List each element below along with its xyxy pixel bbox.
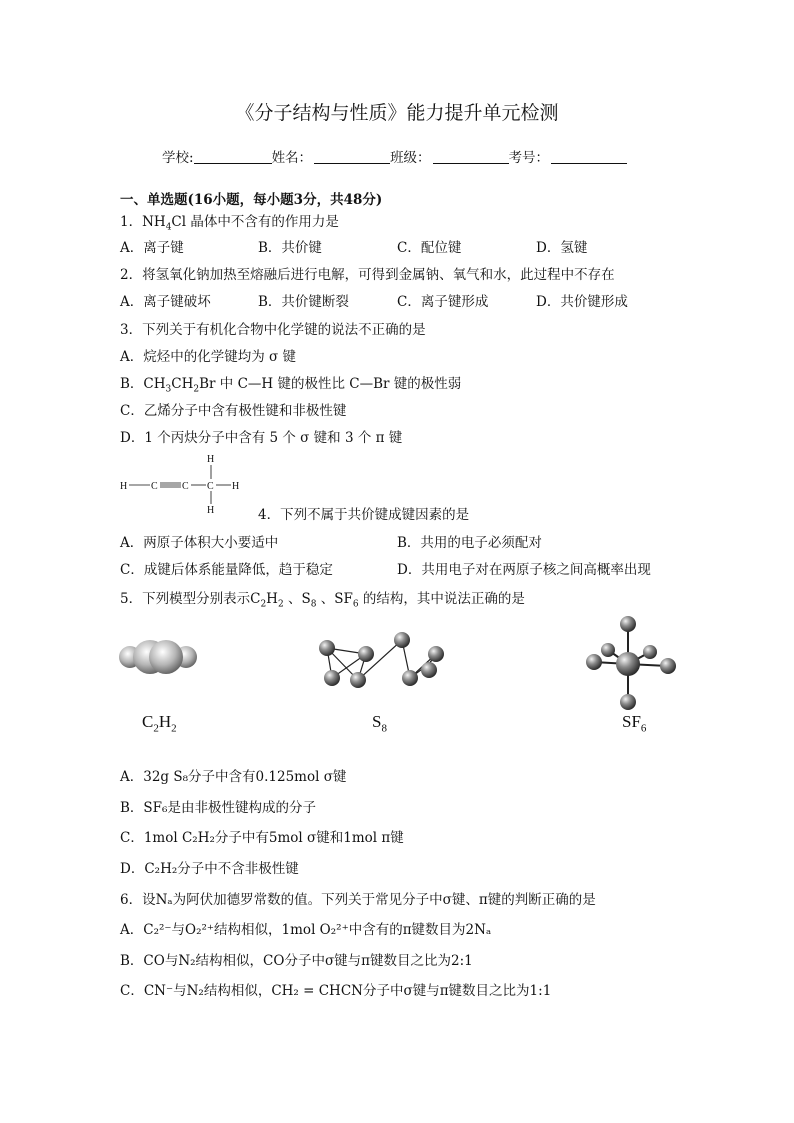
q3-option-a[interactable]: A．烷烃中的化学键均为 σ 键 bbox=[120, 349, 297, 365]
c2h2-caption: $C_2H_2$ bbox=[142, 712, 177, 735]
school-label: 学校: bbox=[162, 150, 194, 166]
question-2-stem: 2．将氢氧化钠加热至熔融后进行电解，可得到金属钠、氧气和水，此过程中不存在 bbox=[120, 267, 615, 283]
q2-option-d[interactable]: D．共价键形成 bbox=[536, 294, 628, 310]
atom-h: H bbox=[207, 454, 215, 465]
atom-h: H bbox=[232, 481, 240, 492]
s8-caption: $S_8$ bbox=[372, 712, 387, 735]
school-blank[interactable] bbox=[194, 149, 272, 164]
q3-option-b[interactable]: B．$CH_3CH_2Br$ 中 C—H 键的极性比 C—Br 键的极性弱 bbox=[120, 376, 462, 395]
q2-option-b[interactable]: B．共价键断裂 bbox=[258, 294, 349, 310]
q6-option-b[interactable]: B．CO与N₂结构相似，CO分子中σ键与π键数目之比为2:1 bbox=[120, 953, 473, 969]
q1-option-c[interactable]: C．配位键 bbox=[397, 240, 462, 256]
q3-option-c[interactable]: C．乙烯分子中含有极性键和非极性键 bbox=[120, 403, 347, 419]
name-label: 姓名： bbox=[271, 150, 313, 166]
q5-option-d[interactable]: D．C₂H₂分子中不含非极性键 bbox=[120, 861, 299, 877]
atom-c: C bbox=[207, 481, 214, 492]
sf6-model-image bbox=[580, 610, 680, 710]
q5-option-a[interactable]: A．32g S₈分子中含有0.125mol σ键 bbox=[120, 769, 347, 785]
student-info-row bbox=[162, 146, 627, 166]
q4-option-d[interactable]: D．共用电子对在两原子核之间高概率出现 bbox=[397, 562, 651, 578]
question-4-stem: 4．下列不属于共价键成键因素的是 bbox=[258, 507, 470, 523]
question-3-stem: 3．下列关于有机化合物中化学键的说法不正确的是 bbox=[120, 322, 426, 338]
atom-h: H bbox=[120, 481, 128, 492]
q3-option-d[interactable]: D．1 个丙炔分子中含有 5 个 σ 键和 3 个 π 键 bbox=[120, 430, 403, 446]
q4-option-b[interactable]: B．共用的电子必须配对 bbox=[397, 535, 542, 551]
q2-option-a[interactable]: A．离子键破坏 bbox=[120, 294, 211, 310]
atom-c: C bbox=[182, 481, 189, 492]
number-label: 考号： bbox=[508, 150, 550, 166]
atom-h: H bbox=[207, 505, 215, 516]
q5-option-c[interactable]: C．1mol C₂H₂分子中有5mol σ键和1mol π键 bbox=[120, 830, 404, 846]
question-1-stem: 1．$NH_4Cl$ 晶体中不含有的作用力是 bbox=[120, 214, 339, 233]
q6-option-a[interactable]: A．C₂²⁻与O₂²⁺结构相似，1mol O₂²⁺中含有的π键数目为2Nₐ bbox=[120, 922, 492, 938]
atom-c: C bbox=[151, 481, 158, 492]
q1-option-b[interactable]: B．共价键 bbox=[258, 240, 322, 256]
q4-option-c[interactable]: C．成键后体系能量降低，趋于稳定 bbox=[120, 562, 333, 578]
section-title: 一、单选题(16小题，每小题3分，共48分) bbox=[120, 192, 383, 208]
question-6-stem: 6．设Nₐ为阿伏加德罗常数的值。下列关于常见分子中σ键、π键的判断正确的是 bbox=[120, 892, 596, 908]
s8-model-image bbox=[316, 628, 456, 694]
q1-option-d[interactable]: D．氢键 bbox=[536, 240, 588, 256]
propyne-structure-diagram bbox=[118, 450, 248, 516]
number-blank[interactable] bbox=[551, 149, 627, 164]
page-title: 《分子结构与性质》能力提升单元检测 bbox=[235, 102, 559, 124]
name-blank[interactable] bbox=[314, 149, 390, 164]
q1-option-a[interactable]: A．离子键 bbox=[120, 240, 184, 256]
question-5-stem: 5．下列模型分别表示$C_2H_2$ 、$S_8$ 、$SF_6$ 的结构，其中说法正确的是 bbox=[120, 591, 525, 610]
class-label: 班级： bbox=[390, 150, 431, 166]
sf6-caption: $SF_6$ bbox=[622, 712, 647, 735]
class-blank[interactable] bbox=[433, 149, 509, 164]
q4-option-a[interactable]: A．两原子体积大小要适中 bbox=[120, 535, 279, 551]
q6-option-c[interactable]: C．CN⁻与N₂结构相似，CH₂ = CHCN分子中σ键与π键数目之比为1:1 bbox=[120, 983, 552, 999]
q2-option-c[interactable]: C．离子键形成 bbox=[397, 294, 489, 310]
q5-option-b[interactable]: B．SF₆是由非极性键构成的分子 bbox=[120, 800, 316, 816]
c2h2-model-image bbox=[116, 636, 200, 678]
